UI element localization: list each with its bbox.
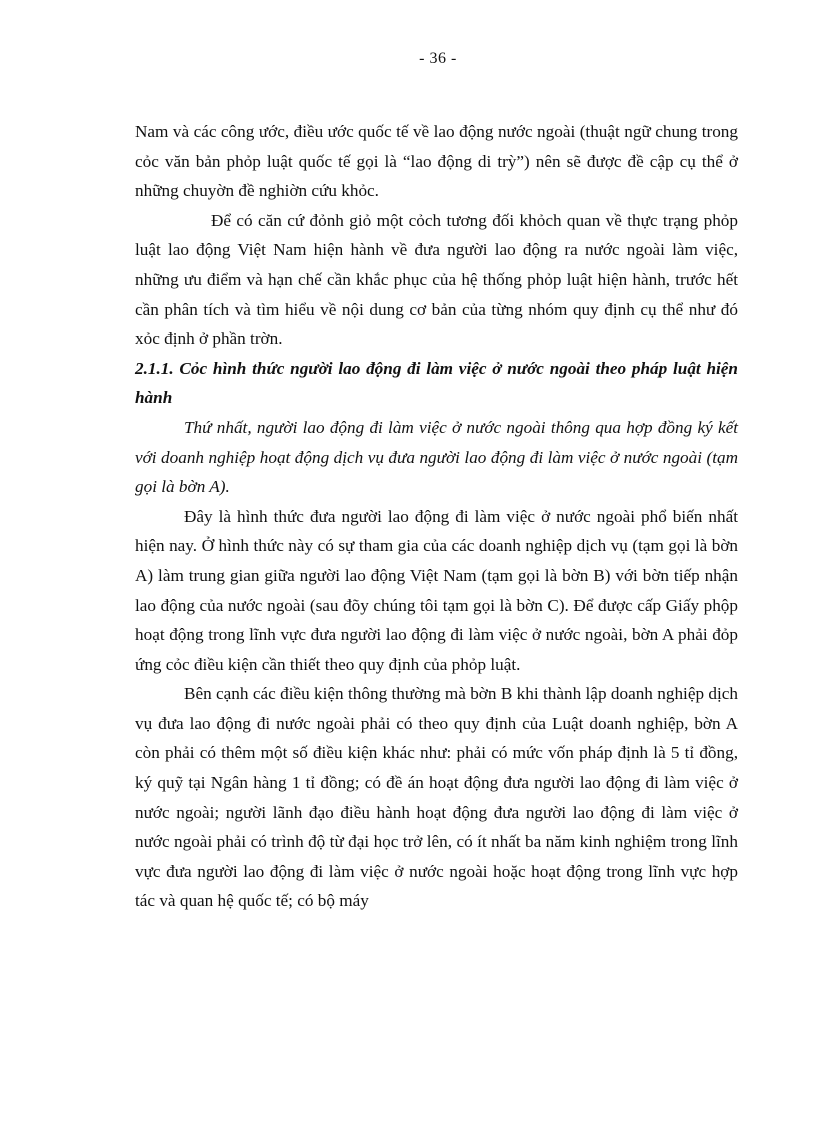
paragraph-first-form: Thứ nhất, người lao động đi làm việc ở nước ngoài thông qua hợp đồng ký kết với doanh nghiệp hoạt động dịch vụ đưa người lao động đi làm việc ở nước ngoài (tạm gọi là bờn A). — [135, 417, 738, 497]
page-number: - 36 - — [419, 50, 457, 67]
document-body — [135, 117, 738, 916]
section-heading-2-1-1: 2.1.1. Cỏc hình thức người lao động đi làm việc ở nước ngoài theo pháp luật hiện hành — [135, 358, 738, 408]
paragraph-common-form: Đây là hình thức đưa người lao động đi làm việc ở nước ngoài phổ biến nhất hiện nay. Ở hình thức này có sự tham gia của các doanh nghiệp dịch vụ (tạm gọi là bờn A) làm trung gian giữa người lao động Việt Nam (tạm gọi là bờn B) với bờn tiếp nhận lao động của nước ngoài (sau đõy chúng tôi tạm gọi là bờn C). Để được cấp Giấy phộp hoạt động trong lĩnh vực đưa người lao động đi làm việc ở nước ngoài, bờn A phải đỏp ứng cỏc điều kiện cần thiết theo quy định của phỏp luật. — [135, 506, 738, 674]
paragraph-assessment-basis: Để có căn cứ đỏnh giỏ một cỏch tương đối khỏch quan về thực trạng phỏp luật lao động Việt Nam hiện hành về đưa người lao động ra nước ngoài làm việc, những ưu điểm và hạn chế cần khắc phục của hệ thống phỏp luật hiện hành, trước hết cần phân tích và tìm hiểu về nội dung cơ bản của từng nhóm quy định cụ thể như đó xỏc định ở phần trờn. — [135, 210, 738, 349]
paragraph-continuation: Nam và các công ước, điều ước quốc tế về lao động nước ngoài (thuật ngữ chung trong cỏc văn bản phỏp luật quốc tế gọi là “lao động di trỳ”) nên sẽ được đề cập cụ thể ở những chuyờn đề nghiờn cứu khỏc. — [135, 122, 738, 201]
paragraph-conditions: Bên cạnh các điều kiện thông thường mà bờn B khi thành lập doanh nghiệp dịch vụ đưa lao động đi nước ngoài phải có theo quy định của Luật doanh nghiệp, bờn A còn phải có thêm một số điều kiện khác như: phải có mức vốn pháp định là 5 tỉ đồng, ký quỹ tại Ngân hàng 1 tỉ đồng; có đề án hoạt động đưa người lao động đi làm việc ở nước ngoài; người lãnh đạo điều hành hoạt động đưa người lao động đi làm việc ở nước ngoài phải có trình độ từ đại học trở lên, có ít nhất ba năm kinh nghiệm trong lĩnh vực đưa người lao động đi làm việc ở nước ngoài hoặc hoạt động trong lĩnh vực hợp tác và quan hệ quốc tế; có bộ máy — [135, 684, 738, 911]
